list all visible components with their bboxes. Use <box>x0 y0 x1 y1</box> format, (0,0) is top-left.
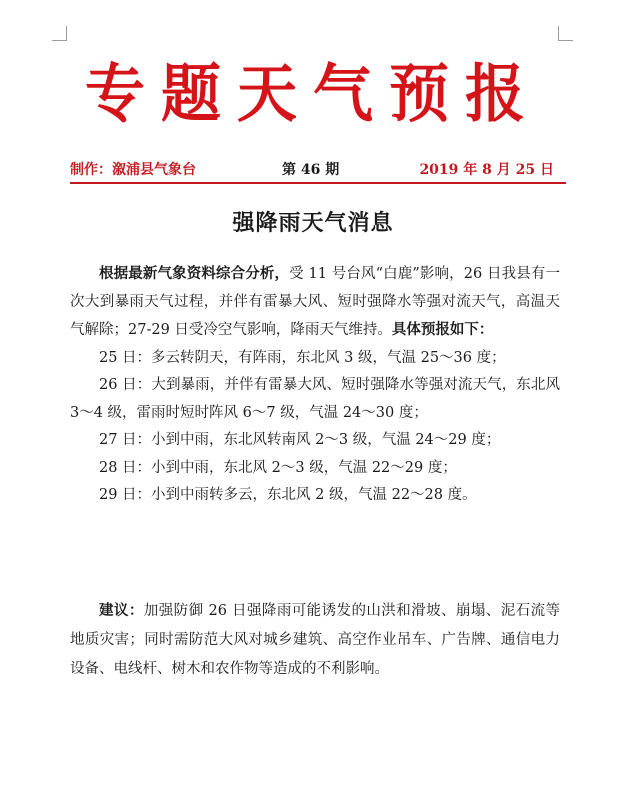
issuer-label: 制作：溆浦县气象台 <box>70 162 196 178</box>
masthead-title: 专题天气预报 <box>85 58 541 132</box>
forecast-day-29: 29 日：小到中雨转多云，东北风 2 级，气温 22～28 度。 <box>99 487 477 503</box>
headline: 强降雨天气消息 <box>232 210 394 236</box>
advice-text: 加强防御 26 日强降雨可能诱发的山洪和滑坡、崩塌、泥石流等地质灾害；同时需防范大风对城乡建筑、高空作业吊车、广告牌、通信电力设备、电线杆、树木和农作物等造成的不利影响。 <box>70 602 561 677</box>
forecast-day-28: 28 日：小到中雨，东北风 2～3 级，气温 22～29 度； <box>99 459 457 476</box>
intro-paragraph <box>70 260 560 345</box>
intro-text: 受 11 号台风“白鹿”影响，26 日我县有一次大到暴雨天气过程，并伴有雷暴大风、短时强降水等强对流天气，高温天气解除；27-29 日受冷空气影响，降雨天气维持。 <box>70 266 560 338</box>
forecast-body <box>70 260 560 510</box>
header-rule <box>70 182 566 184</box>
forecast-day-26: 26 日：大到暴雨，并伴有雷暴大风、短时强降水等强对流天气，东北风 3～4 级，雷雨时短时阵风 6～7 级，气温 24～30 度； <box>70 377 560 421</box>
forecast-day-25: 25 日：多云转阴天，有阵雨，东北风 3 级，气温 25～36 度； <box>99 349 506 366</box>
daily-forecast-list <box>70 345 560 510</box>
intro-lead: 根据最新气象资料综合分析， <box>99 265 290 282</box>
advice-paragraph <box>70 596 560 684</box>
crop-mark-top-right <box>558 26 573 41</box>
intro-detail-lead: 具体预报如下： <box>391 321 494 338</box>
issue-date: 2019 年 8 月 25 日 <box>419 162 554 178</box>
advice-label: 建议： <box>99 601 144 619</box>
forecast-day-27: 27 日：小到中雨，东北风转南风 2～3 级，气温 24～29 度； <box>99 432 501 448</box>
issue-info-row <box>70 157 566 179</box>
issue-number: 第 46 期 <box>282 162 340 178</box>
crop-mark-top-left <box>52 26 67 41</box>
